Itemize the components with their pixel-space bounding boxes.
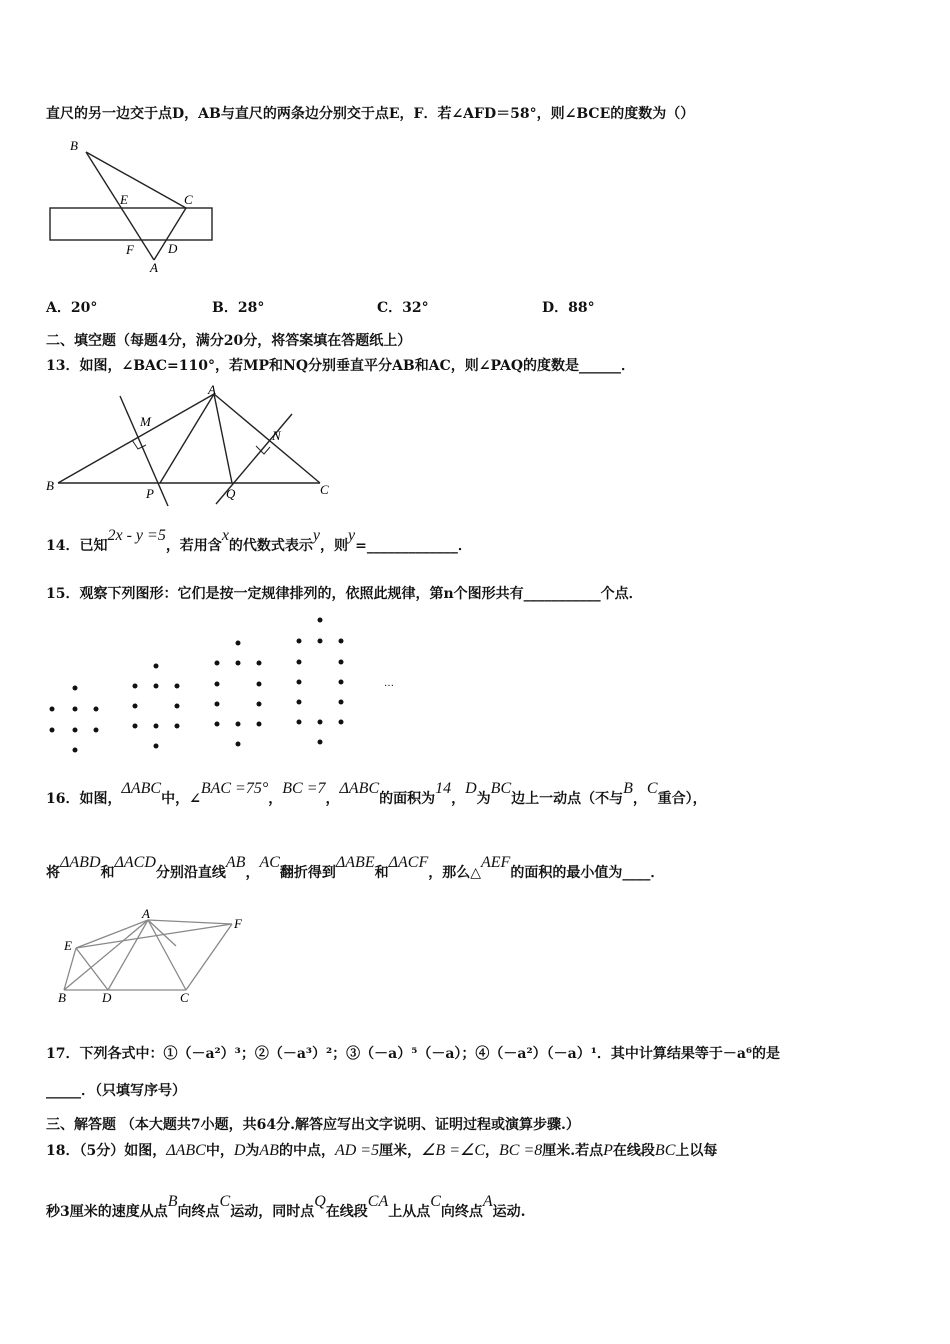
q16-line2: 将ΔABD和ΔACD分别沿直线AB，AC翻折得到ΔABE和ΔACF，那么△AEF的面积的最小值为____． — [46, 854, 665, 881]
q13-label-m: M — [140, 414, 151, 429]
q15-dot-figures — [40, 612, 410, 757]
q16-label-b: B — [58, 990, 66, 1005]
q13-label-a: A — [208, 382, 216, 397]
q13-label-n: N — [272, 428, 281, 443]
q12-label-d: D — [168, 241, 178, 256]
q16-figure — [56, 906, 256, 1006]
q12-stem: 直尺的另一边交于点D，AB与直尺的两条边分别交于点E，F．若∠AFD＝58°，则∠BCE的度数为（） — [46, 106, 695, 122]
q12-option-a: A．20° — [46, 300, 98, 316]
q13-label-q: Q — [226, 486, 236, 501]
q16-label-a: A — [142, 906, 150, 921]
q13-label-c: C — [320, 482, 329, 497]
q12-label-b: B — [70, 138, 78, 153]
q15-stem: 15．观察下列图形：它们是按一定规律排列的，依照此规律，第n个图形共有___________个点． — [46, 586, 643, 602]
q13-stem: 13．如图，∠BAC=110°，若MP和NQ分别垂直平分AB和AC，则∠PAQ的度数是______． — [46, 358, 636, 374]
q17-line2: _____．（只填写序号） — [46, 1083, 186, 1099]
q12-option-b: B．28° — [212, 300, 265, 316]
q14-stem: 14．已知2x - y =5，若用含x的代数式表示y，则y=_____________． — [46, 527, 472, 554]
q12-label-e: E — [120, 192, 128, 207]
q12-label-a: A — [150, 260, 158, 275]
q12-label-f: F — [126, 242, 134, 257]
q16-line1: 16．如图，ΔABC中，∠BAC =75°，BC =7，ΔABC的面积为14，D为BC边上一动点（不与B，C重合）， — [46, 780, 707, 807]
q18-line2: 秒3厘米的速度从点B向终点C运动，同时点Q在线段CA上从点C向终点A运动. — [46, 1193, 526, 1220]
q12-figure — [44, 132, 224, 277]
q13-label-b: B — [46, 478, 54, 493]
q12-option-d: D．88° — [542, 300, 595, 316]
q18-line1: 18．（5分）如图，ΔABC中，D为AB的中点，AD =5厘米，∠B =∠C，BC =8厘米.若点P在线段BC上以每 — [46, 1142, 718, 1159]
q12-option-c: C．32° — [377, 300, 429, 316]
q13-label-p: P — [146, 486, 154, 501]
q16-label-d: D — [102, 990, 112, 1005]
q16-label-c: C — [180, 990, 189, 1005]
section2-heading: 二、填空题（每题4分，满分20分，将答案填在答题纸上） — [46, 333, 412, 349]
q13-figure — [44, 382, 334, 508]
q12-label-c: C — [184, 192, 193, 207]
q15-ellipsis: … — [384, 678, 394, 689]
q16-label-e: E — [64, 938, 72, 953]
q16-label-f: F — [234, 916, 242, 931]
q17-line1: 17．下列各式中：①（－a²）³；②（－a³）²；③（－a）⁵（－a）；④（－a²）（－a）¹．其中计算结果等于－a⁶的是 — [46, 1046, 781, 1062]
section3-heading: 三、解答题 （本大题共7小题，共64分.解答应写出文字说明、证明过程或演算步骤.） — [46, 1117, 580, 1133]
